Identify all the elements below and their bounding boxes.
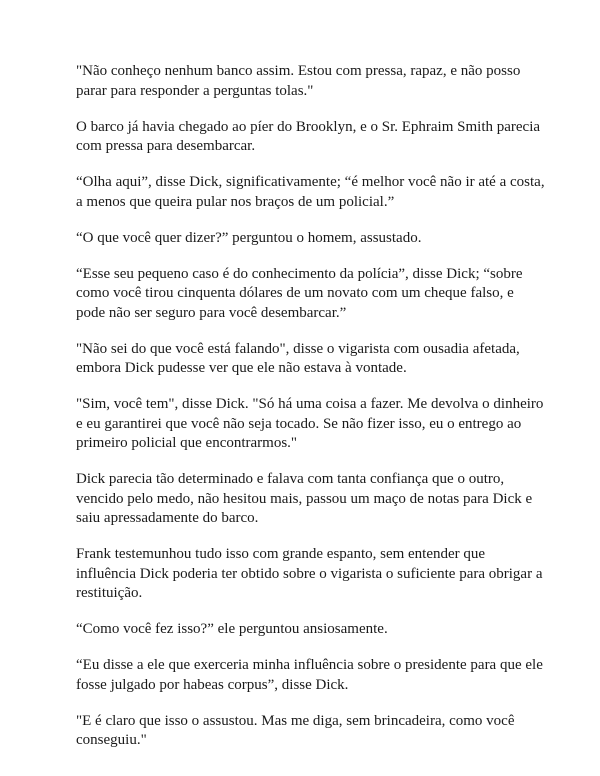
paragraph: “Como você fez isso?” ele perguntou ansiosamente.: [76, 621, 388, 637]
paragraph: "Não conheço nenhum banco assim. Estou com pressa, rapaz, e não posso parar para responder a perguntas tolas.": [76, 63, 521, 99]
document-page: [76, 62, 546, 767]
paragraph: “Olha aqui”, disse Dick, significativamente; “é melhor você não ir até a costa, a menos que queira pular nos braços de um policial.”: [76, 174, 545, 210]
paragraph: "Não sei do que você está falando", disse o vigarista com ousadia afetada, embora Dick pudesse ver que ele não estava à vontade.: [76, 340, 520, 376]
paragraph: “Eu disse a ele que exerceria minha influência sobre o presidente para que ele fosse julgado por habeas corpus”, disse Dick.: [76, 657, 543, 693]
paragraph: O barco já havia chegado ao píer do Brooklyn, e o Sr. Ephraim Smith parecia com pressa para desembarcar.: [76, 118, 541, 154]
paragraph: "Sim, você tem", disse Dick. "Só há uma coisa a fazer. Me devolva o dinheiro e eu garantirei que você não seja tocado. Se não fizer isso, eu o entrego ao primeiro policial que encontrarmos.": [76, 396, 544, 451]
paragraph: “O que você quer dizer?” perguntou o homem, assustado.: [76, 229, 422, 246]
paragraph: “Esse seu pequeno caso é do conhecimento da polícia”, disse Dick; “sobre como você tirou cinquenta dólares de um novato com um cheque falso, e pode não ser seguro para você desembarcar.”: [76, 265, 523, 321]
paragraph: Frank testemunhou tudo isso com grande espanto, sem entender que influência Dick poderia ter obtido sobre o vigarista o suficiente para obrigar a restituição.: [76, 546, 543, 601]
paragraph: "E é claro que isso o assustou. Mas me diga, sem brincadeira, como você conseguiu.": [76, 712, 515, 748]
paragraph: Dick parecia tão determinado e falava com tanta confiança que o outro, vencido pelo medo, não hesitou mais, passou um maço de notas para Dick e saiu apressadamente do barco.: [76, 471, 533, 526]
